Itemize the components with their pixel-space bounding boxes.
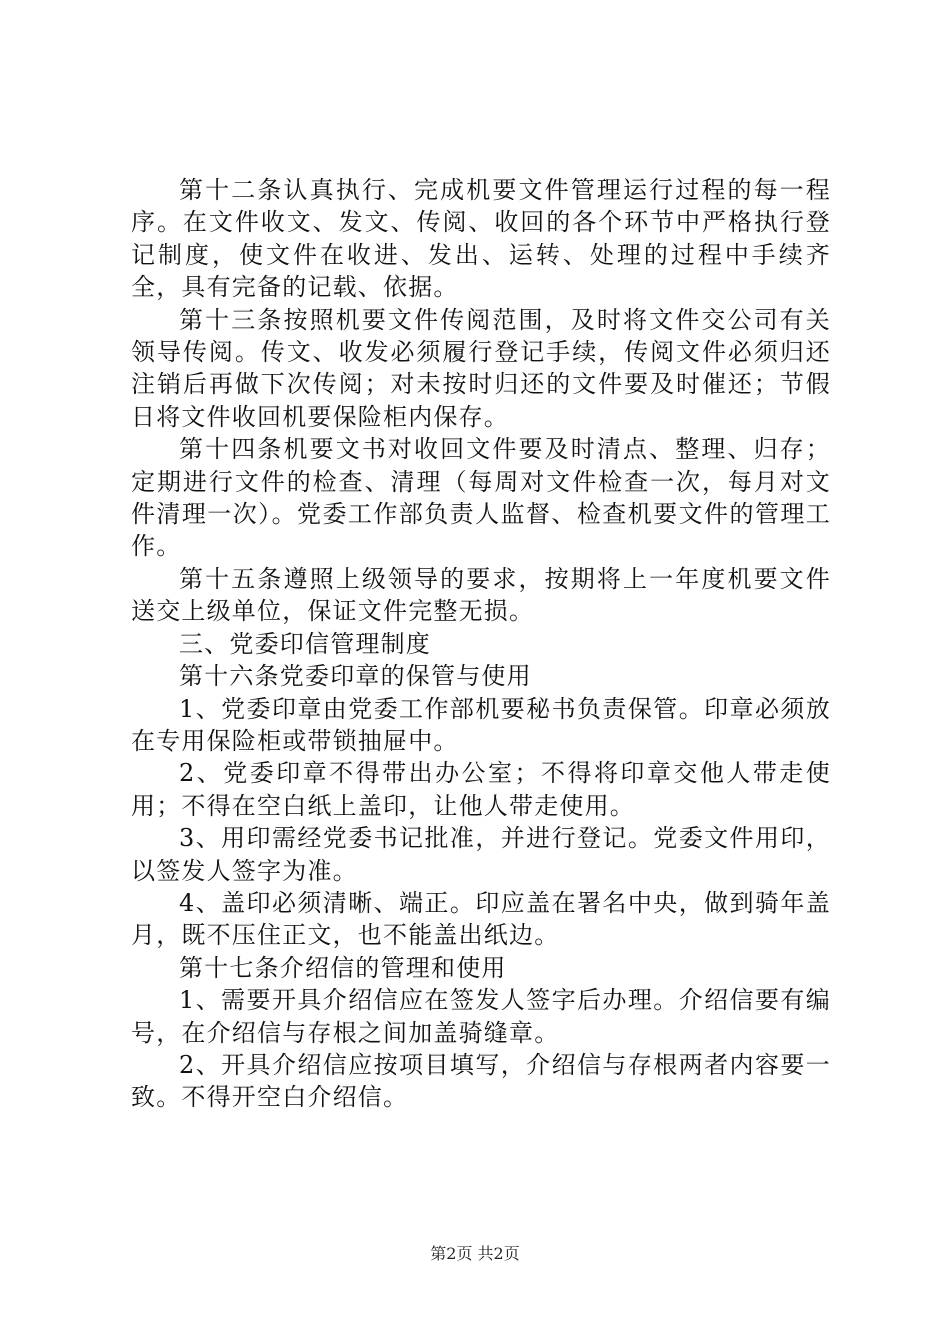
paragraph-article-16-item-2: 2、党委印章不得带出办公室；不得将印章交他人带走使用；不得在空白纸上盖印，让他人带走使用。 (131, 759, 831, 820)
page-number-label: 第2页 共2页 (430, 1244, 520, 1263)
paragraph-article-16-item-3: 3、用印需经党委书记批准，并进行登记。党委文件用印，以签发人签字为准。 (131, 824, 831, 885)
page-footer (0, 1244, 950, 1264)
paragraph-article-16-item-1: 1、党委印章由党委工作部机要秘书负责保管。印章必须放在专用保险柜或带锁抽屉中。 (131, 694, 831, 755)
paragraph-article-12: 第十二条认真执行、完成机要文件管理运行过程的每一程序。在文件收文、发文、传阅、收回的各个环节中严格执行登记制度，使文件在收进、发出、运转、处理的过程中手续齐全，具有完备的记载、依据。 (131, 176, 831, 302)
section-heading-seal-management: 三、党委印信管理制度 (179, 629, 431, 658)
paragraph-article-17-item-2: 2、开具介绍信应按项目填写，介绍信与存根两者内容要一致。不得开空白介绍信。 (131, 1050, 831, 1112)
paragraph-article-14: 第十四条机要文书对收回文件要及时清点、整理、归存；定期进行文件的检查、清理（每周对文件检查一次，每月对文件清理一次）。党委工作部负责人监督、检查机要文件的管理工作。 (131, 435, 831, 561)
paragraph-article-13: 第十三条按照机要文件传阅范围，及时将文件交公司有关领导传阅。传文、收发必须履行登记手续，传阅文件必须归还注销后再做下次传阅；对未按时归还的文件要及时催还；节假日将文件收回机要保险柜内保存。 (131, 305, 831, 431)
document-body (131, 174, 831, 1114)
paragraph-article-16-item-4: 4、盖印必须清晰、端正。印应盖在署名中央，做到骑年盖月，既不压住正文，也不能盖出纸边。 (131, 888, 831, 950)
paragraph-article-16-title: 第十六条党委印章的保管与使用 (179, 662, 532, 691)
paragraph-article-17-item-1: 1、需要开具介绍信应在签发人签字后办理。介绍信要有编号，在介绍信与存根之间加盖骑缝章。 (131, 986, 831, 1047)
paragraph-article-15: 第十五条遵照上级领导的要求，按期将上一年度机要文件送交上级单位，保证文件完整无损。 (131, 564, 831, 626)
paragraph-article-17-title: 第十七条介绍信的管理和使用 (179, 953, 507, 982)
